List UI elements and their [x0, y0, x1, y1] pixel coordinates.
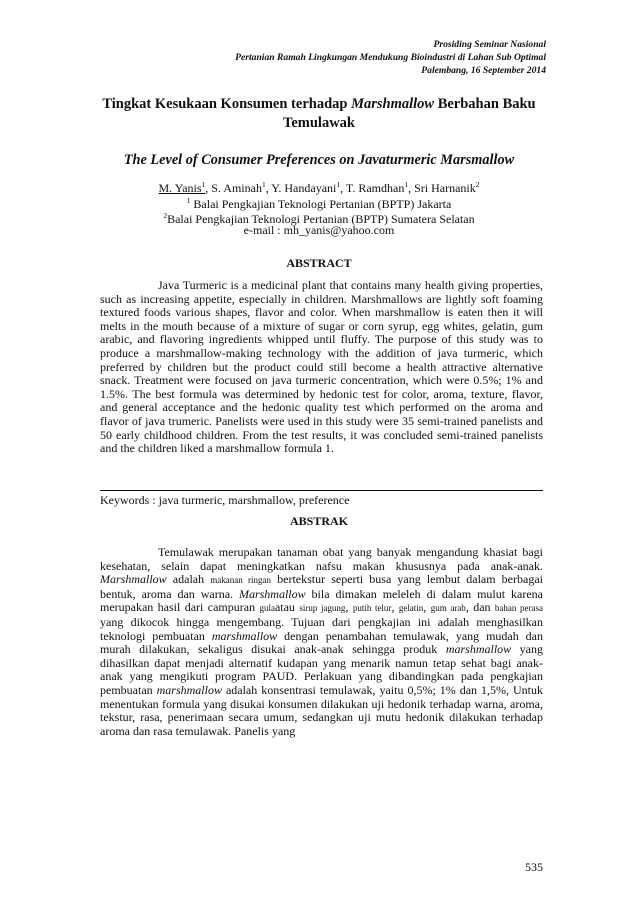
abstract-body: [100, 279, 543, 456]
author-name: , T. Ramdhan: [340, 181, 405, 195]
title-text: Tingkat Kesukaan Konsumen terhadap: [102, 96, 352, 112]
first-author: M. Yanis: [158, 181, 202, 195]
author-name: , Y. Handayani: [265, 181, 337, 195]
title-italic: Marshmallow: [351, 96, 435, 112]
aff-sup: 1: [186, 196, 191, 205]
author-sup: 1: [261, 180, 266, 189]
header-proceedings: Prosiding Seminar Nasional: [433, 39, 546, 50]
aff-text: Balai Pengkajian Teknologi Pertanian (BPTP) Jakarta: [190, 197, 452, 211]
paper-english-title: The Level of Consumer Preferences on Javaturmeric Marsmallow: [123, 152, 515, 168]
author-sup: 2: [475, 180, 480, 189]
title-text-end: Berbahan Baku Temulawak: [283, 96, 536, 131]
abstrak-paragraph: Temulawak merupakan tanaman obat yang banyak mengandung khasiat bagi kesehatan, selain dapat meningkatkan nafsu makan khususnya pada anak-anak. Marshmallow adalah makanan ringan bertekstur seperti busa yang lembut dalam berbagai bentuk, aroma dan warna. Marshmallow bila dimakan meleleh di dalam mulut karena merupakan hasil dari campuran gulaatau sirup jagung, putih telur, gelatin, gum arab, dan bahan perasa yang dikocok hingga mengembang. Tujuan dari pengkajian ini adalah menghasilkan teknologi pembuatan marshmallow dengan penambahan temulawak, yang mudah dan murah dilakukan, sekaligus disukai anak-anak sehingga produk marshmallow yang dihasilkan dapat menjadi alternatif kudapan yang menarik namun tetap sehat bagi anak-anak yang mengikuti program PAUD. Perlakuan yang dibandingkan pada pengkajian pembuatan marshmallow adalah konsentrasi temulawak, yaitu 0,5%; 1% dan 1,5%, Untuk menentukan formula yang disukai konsumen dilakukan uji hedonik terhadap warna, aroma, tekstur, rasa, penerimaan secara umum, sedangkan uji mutu hedonik dilakukan terhadap aroma dan rasa temulawak. Panelis yang: [100, 545, 544, 738]
abstract-heading: ABSTRACT: [286, 256, 352, 270]
running-header: [235, 38, 546, 77]
page-number: 535: [525, 860, 543, 874]
author-sup: 1: [336, 180, 341, 189]
keywords: Keywords : java turmeric, marshmallow, preference: [100, 490, 543, 507]
author-email: e-mail : mh_yanis@yahoo.com: [243, 223, 395, 237]
author-sup: 1: [404, 180, 409, 189]
aff-text: Balai Pengkajian Teknologi Pertanian (BPTP) Sumatera Selatan: [167, 212, 475, 226]
abstract-paragraph: Java Turmeric is a medicinal plant that contains many health giving properties, such as increasing appetite, especially in children. Marshmallows are lightly soft foaming textured foods various shapes, flavor and color. When marshmallow is eaten then it will melts in the mouth because of a mixture of sugar or corn syrup, egg whites, gelatin, gum arabic, and flavoring ingredients whipped until fluffy. The purpose of this study was to produce a marshmallow-making technology with the addition of java turmeric, which preferred by children but the product could still become a health attractive alternative snack. Treatment were focused on java turmeric concentration, which were 0.5%; 1% and 1.5%. The best formula was determined by hedonic test for color, aroma, texture, flavor, and general acceptance and the hedonic quality test which performed on the aroma and flavor of java trumeric. Panelists were used in this study were 35 semi-trained panelists and 50 early childhood children. From the test results, it was concluded semi-trained panelists and the children liked a marshmallow formula 1.: [100, 278, 543, 456]
header-theme: Pertanian Ramah Lingkungan Mendukung Bioindustri di Lahan Sub Optimal: [235, 52, 546, 63]
author-name: , S. Aminah: [205, 181, 262, 195]
abstrak-body: [100, 546, 543, 738]
author-name: , Sri Harnanik: [408, 181, 476, 195]
aff-sup: 2: [163, 211, 168, 220]
abstrak-heading: ABSTRAK: [289, 514, 348, 528]
paper-title: [100, 95, 538, 132]
header-date: Palembang, 16 September 2014: [421, 65, 546, 76]
author-sup: 1: [201, 180, 206, 189]
